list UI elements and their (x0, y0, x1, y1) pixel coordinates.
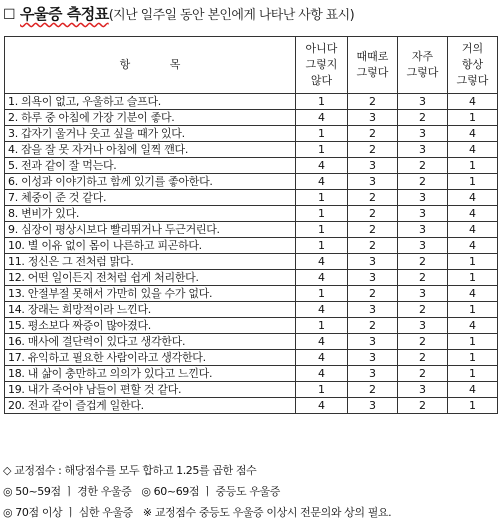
item-text: 5. 전과 같이 잘 먹는다. (5, 158, 296, 174)
score-cell-col4: 4 (448, 382, 498, 398)
score-cell-col4: 1 (448, 334, 498, 350)
item-text: 20. 전과 같이 즐겁게 일한다. (5, 398, 296, 414)
score-cell-col3: 2 (398, 110, 448, 126)
header-item: 항 목 (5, 37, 296, 94)
item-text: 15. 평소보다 짜증이 많아졌다. (5, 318, 296, 334)
score-cell-col1: 1 (296, 206, 348, 222)
score-cell-col4: 4 (448, 222, 498, 238)
score-cell-col4: 4 (448, 94, 498, 110)
table-row (5, 398, 498, 414)
score-cell-col1: 4 (296, 158, 348, 174)
item-text: 6. 이성과 이야기하고 함께 있기를 좋아한다. (5, 174, 296, 190)
score-cell-col2: 3 (348, 334, 398, 350)
title-subtitle: (지난 일주일 동안 본인에게 나타난 사항 표시) (108, 8, 355, 23)
score-cell-col2: 3 (348, 398, 398, 414)
score-cell-col2: 2 (348, 94, 398, 110)
score-cell-col2: 2 (348, 318, 398, 334)
checkbox-icon: ☐ (3, 7, 16, 23)
score-cell-col1: 1 (296, 382, 348, 398)
table-header-row (5, 37, 498, 94)
item-text: 4. 잠을 잘 못 자거나 아침에 일찍 깬다. (5, 142, 296, 158)
item-text: 18. 내 삶이 충만하고 의의가 있다고 느낀다. (5, 366, 296, 382)
item-text: 10. 별 이유 없이 몸이 나른하고 피곤하다. (5, 238, 296, 254)
score-cell-col2: 3 (348, 174, 398, 190)
table-row (5, 366, 498, 382)
scoring-notes (3, 461, 498, 524)
score-cell-col2: 3 (348, 366, 398, 382)
item-text: 14. 장래는 희망적이라 느낀다. (5, 302, 296, 318)
score-cell-col1: 4 (296, 334, 348, 350)
score-cell-col1: 1 (296, 286, 348, 302)
table-row (5, 206, 498, 222)
header-col2: 때때로 그렇다 (348, 37, 398, 94)
table-row (5, 286, 498, 302)
table-row (5, 350, 498, 366)
score-cell-col3: 3 (398, 126, 448, 142)
score-cell-col2: 2 (348, 126, 398, 142)
table-row (5, 318, 498, 334)
score-cell-col2: 2 (348, 142, 398, 158)
score-cell-col2: 3 (348, 302, 398, 318)
score-cell-col3: 3 (398, 142, 448, 158)
score-cell-col2: 2 (348, 382, 398, 398)
table-row (5, 94, 498, 110)
score-cell-col2: 3 (348, 254, 398, 270)
item-text: 19. 내가 죽어야 남들이 편할 것 같다. (5, 382, 296, 398)
score-cell-col2: 3 (348, 270, 398, 286)
page-title (3, 3, 498, 25)
score-cell-col3: 3 (398, 286, 448, 302)
note-range-row-1 (3, 482, 498, 503)
score-cell-col1: 4 (296, 366, 348, 382)
score-cell-col3: 3 (398, 318, 448, 334)
header-col3: 자주 그렇다 (398, 37, 448, 94)
table-row (5, 158, 498, 174)
score-cell-col4: 4 (448, 286, 498, 302)
score-cell-col2: 2 (348, 238, 398, 254)
score-cell-col1: 1 (296, 126, 348, 142)
score-cell-col4: 4 (448, 142, 498, 158)
score-cell-col3: 2 (398, 350, 448, 366)
score-cell-col2: 2 (348, 286, 398, 302)
score-cell-col1: 4 (296, 270, 348, 286)
table-row (5, 222, 498, 238)
item-text: 17. 유익하고 필요한 사람이라고 생각한다. (5, 350, 296, 366)
item-text: 13. 안절부절 못해서 가만히 있을 수가 없다. (5, 286, 296, 302)
score-cell-col1: 4 (296, 350, 348, 366)
score-cell-col2: 2 (348, 222, 398, 238)
table-row (5, 174, 498, 190)
table-row (5, 142, 498, 158)
score-cell-col4: 4 (448, 238, 498, 254)
score-cell-col3: 2 (398, 270, 448, 286)
table-row (5, 270, 498, 286)
score-cell-col3: 3 (398, 238, 448, 254)
item-text: 12. 어떤 일이든지 전처럼 쉽게 처리한다. (5, 270, 296, 286)
table-row (5, 334, 498, 350)
score-cell-col2: 3 (348, 110, 398, 126)
score-cell-col1: 1 (296, 190, 348, 206)
score-cell-col3: 2 (398, 302, 448, 318)
item-text: 8. 변비가 있다. (5, 206, 296, 222)
item-text: 16. 매사에 결단력이 있다고 생각한다. (5, 334, 296, 350)
item-text: 3. 갑자기 울거나 웃고 싶을 때가 있다. (5, 126, 296, 142)
score-cell-col1: 4 (296, 398, 348, 414)
score-cell-col3: 2 (398, 158, 448, 174)
score-cell-col3: 2 (398, 174, 448, 190)
score-cell-col4: 1 (448, 366, 498, 382)
score-cell-col1: 1 (296, 318, 348, 334)
item-text: 2. 하루 중 아침에 가장 기분이 좋다. (5, 110, 296, 126)
score-cell-col3: 2 (398, 366, 448, 382)
score-cell-col3: 2 (398, 398, 448, 414)
score-cell-col1: 1 (296, 238, 348, 254)
depression-scale-table (4, 36, 498, 414)
score-cell-col1: 1 (296, 142, 348, 158)
table-row (5, 302, 498, 318)
score-cell-col1: 4 (296, 174, 348, 190)
score-cell-col3: 3 (398, 94, 448, 110)
table-row (5, 190, 498, 206)
score-cell-col4: 1 (448, 302, 498, 318)
score-cell-col4: 4 (448, 190, 498, 206)
item-text: 9. 심장이 평상시보다 빨리뛰거나 두근거린다. (5, 222, 296, 238)
item-text: 1. 의욕이 없고, 우울하고 슬프다. (5, 94, 296, 110)
score-cell-col2: 3 (348, 158, 398, 174)
table-row (5, 110, 498, 126)
score-cell-col1: 1 (296, 94, 348, 110)
note-moderate: ◎ 60~69점 ㅣ 중등도 우울증 (141, 485, 280, 498)
table-row (5, 254, 498, 270)
table-row (5, 382, 498, 398)
score-cell-col1: 1 (296, 222, 348, 238)
score-cell-col3: 3 (398, 382, 448, 398)
score-cell-col4: 1 (448, 158, 498, 174)
note-consult: ※ 교정점수 중등도 우울증 이상시 전문의와 상의 필요. (142, 506, 392, 519)
note-mild: ◎ 50~59점 ㅣ 경한 우울증 (3, 485, 132, 498)
score-cell-col3: 2 (398, 334, 448, 350)
score-cell-col2: 2 (348, 206, 398, 222)
score-cell-col1: 4 (296, 254, 348, 270)
table-row (5, 126, 498, 142)
score-cell-col2: 2 (348, 190, 398, 206)
table-row (5, 238, 498, 254)
score-cell-col4: 1 (448, 398, 498, 414)
score-cell-col4: 1 (448, 174, 498, 190)
item-text: 11. 정신은 그 전처럼 맑다. (5, 254, 296, 270)
score-cell-col3: 3 (398, 222, 448, 238)
score-cell-col3: 3 (398, 190, 448, 206)
score-cell-col3: 2 (398, 254, 448, 270)
score-cell-col1: 4 (296, 110, 348, 126)
score-cell-col2: 3 (348, 350, 398, 366)
item-text: 7. 체중이 준 것 같다. (5, 190, 296, 206)
score-cell-col4: 1 (448, 254, 498, 270)
score-cell-col4: 1 (448, 110, 498, 126)
score-cell-col4: 1 (448, 350, 498, 366)
score-cell-col4: 4 (448, 126, 498, 142)
title-main: 우울증 측정표 (20, 5, 109, 23)
score-cell-col4: 4 (448, 206, 498, 222)
score-cell-col3: 3 (398, 206, 448, 222)
score-cell-col4: 4 (448, 318, 498, 334)
score-cell-col1: 4 (296, 302, 348, 318)
header-col4: 거의 항상 그렇다 (448, 37, 498, 94)
header-col1: 아니다 그렇지 않다 (296, 37, 348, 94)
score-cell-col4: 1 (448, 270, 498, 286)
note-severe: ◎ 70점 이상 ㅣ 심한 우울증 (3, 506, 133, 519)
note-correction-score: ◇ 교정점수 : 해당점수를 모두 합하고 1.25를 곱한 점수 (3, 464, 257, 477)
